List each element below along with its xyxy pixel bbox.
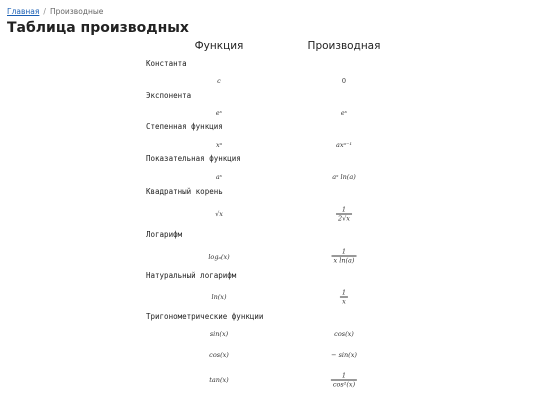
function-cell: c	[217, 77, 221, 85]
fraction-numerator: 1	[341, 371, 347, 380]
breadcrumb-current: Производные	[49, 7, 104, 16]
function-cell: tan(x)	[209, 376, 229, 384]
fraction-denominator: cos²(x)	[332, 380, 356, 389]
derivative-cell	[331, 372, 357, 389]
category-power-function: Степенная функция	[146, 122, 223, 131]
page-title: Таблица производных	[7, 20, 189, 36]
fraction-numerator: 1	[341, 205, 347, 214]
breadcrumb-home-link[interactable]: Главная	[7, 7, 40, 16]
derivative-cell: 0	[341, 77, 347, 85]
fraction	[340, 289, 348, 306]
derivative-cell: aˣ ln(a)	[332, 173, 356, 181]
derivative-cell	[336, 206, 352, 223]
function-cell: eˣ	[215, 109, 223, 117]
derivative-cell	[332, 248, 357, 265]
fraction	[336, 206, 352, 223]
function-cell: ln(x)	[211, 293, 227, 301]
function-cell: xᵃ	[215, 141, 223, 149]
function-cell: cos(x)	[209, 351, 229, 359]
category-exponential-function: Показательная функция	[146, 154, 241, 163]
derivative-cell: − sin(x)	[331, 351, 357, 359]
category-exponent: Экспонента	[146, 91, 192, 100]
fraction-denominator: 2√x	[338, 214, 350, 223]
category-trigonometric-functions: Тригонометрические функции	[146, 312, 264, 321]
derivative-cell: axᵃ⁻¹	[335, 141, 353, 149]
derivative-cell	[340, 289, 348, 306]
category-natural-logarithm: Натуральный логарифм	[146, 271, 237, 280]
column-header-function: Функция	[194, 40, 244, 52]
column-header-derivative: Производная	[307, 40, 381, 52]
category-square-root: Квадратный корень	[146, 187, 223, 196]
fraction-numerator: 1	[341, 247, 347, 256]
derivative-cell: eˣ	[340, 109, 348, 117]
fraction	[332, 248, 357, 265]
function-cell: logₐ(x)	[208, 253, 230, 261]
function-cell: aˣ	[215, 173, 223, 181]
fraction-denominator: x	[342, 297, 346, 306]
breadcrumb	[7, 7, 103, 16]
function-cell: sin(x)	[209, 330, 229, 338]
function-cell: √x	[215, 210, 223, 218]
fraction-numerator: 1	[341, 288, 347, 297]
category-constant: Константа	[146, 59, 187, 68]
fraction	[331, 372, 357, 389]
derivative-cell: cos(x)	[334, 330, 354, 338]
category-logarithm: Логарифм	[146, 230, 183, 239]
breadcrumb-separator: /	[43, 7, 46, 16]
fraction-denominator: x ln(a)	[333, 256, 355, 265]
